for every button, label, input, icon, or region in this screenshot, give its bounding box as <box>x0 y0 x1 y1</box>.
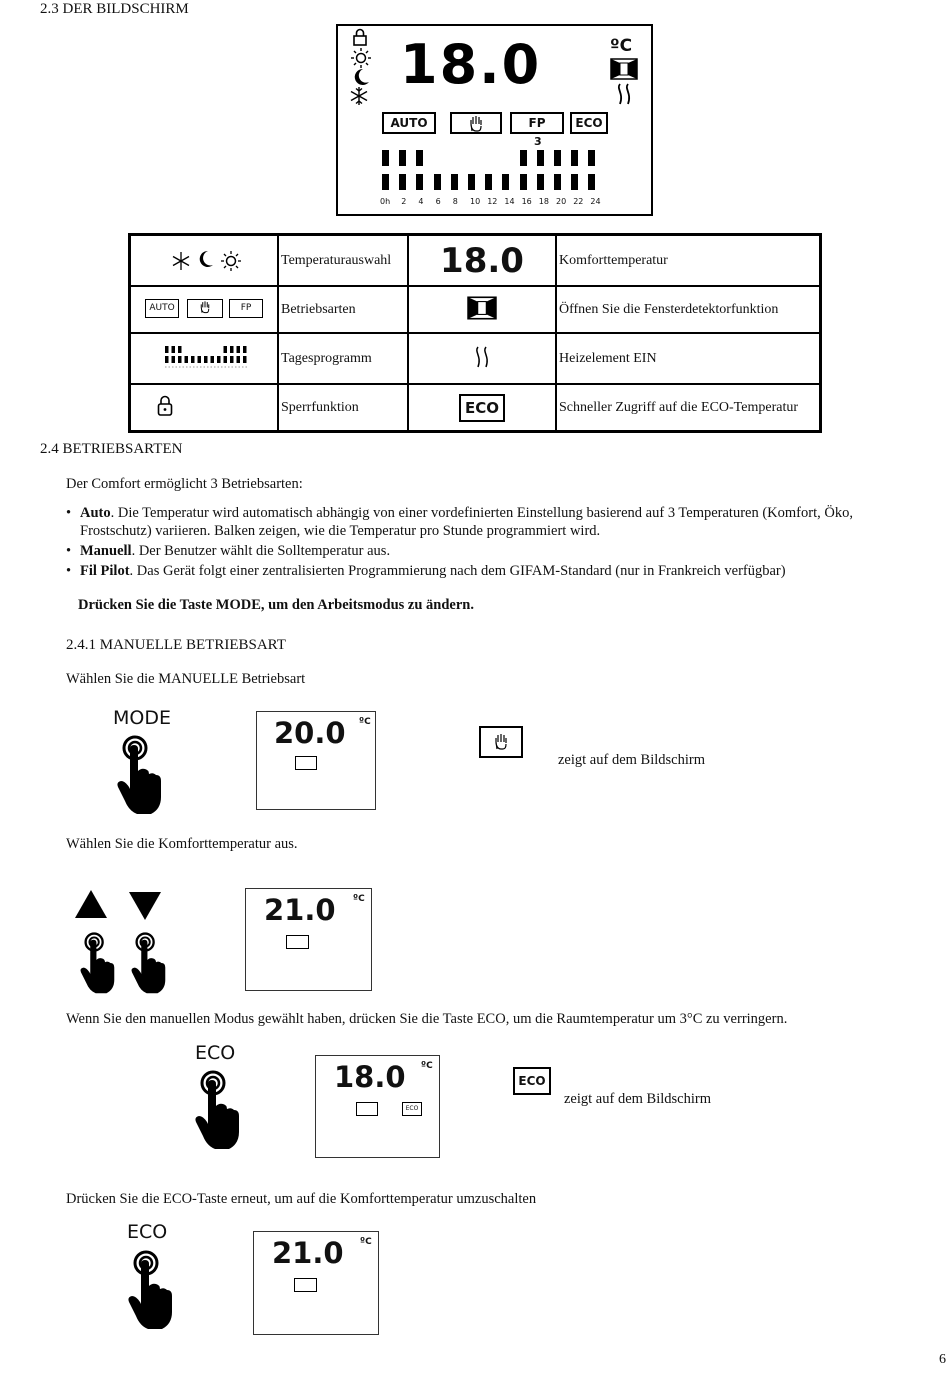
thermostat-display <box>336 24 653 216</box>
legend-table <box>128 233 822 433</box>
program-bar <box>485 174 492 190</box>
legend-icon-cell <box>408 333 556 384</box>
mini-unit: ºC <box>353 894 365 904</box>
section-heading-2-4-1: 2.4.1 MANUELLE BETRIEBSART <box>66 637 286 653</box>
program-bar <box>243 356 247 363</box>
lock-icon <box>157 395 173 417</box>
moon-icon <box>350 68 370 86</box>
program-bar <box>211 356 215 363</box>
step-text: Drücken Sie die ECO-Taste erneut, um auf die Komforttemperatur umzuschalten <box>66 1191 537 1207</box>
section-intro: Der Comfort ermöglicht 3 Betriebsarten: <box>66 476 303 492</box>
program-bar <box>230 346 234 353</box>
program-bar <box>185 356 189 363</box>
section-heading-2-3: 2.3 DER BILDSCHIRM <box>40 1 189 17</box>
hour-tick-label: 22 <box>573 197 584 206</box>
program-bar <box>178 356 182 363</box>
eco-indicator-icon: ECO <box>513 1067 551 1095</box>
lock-icon <box>352 28 368 46</box>
mini-hand-indicator <box>294 1278 317 1292</box>
hour-tick-label: 20 <box>556 197 567 206</box>
hour-tick-label: 0h <box>380 197 391 206</box>
program-bar <box>191 356 195 363</box>
hand-icon <box>187 299 223 318</box>
program-bar <box>217 356 221 363</box>
program-bar <box>520 174 527 190</box>
arrow-down-icon <box>128 891 162 921</box>
legend-icon-cell <box>408 286 556 333</box>
step-text: Wählen Sie die MANUELLE Betriebsart <box>66 671 306 687</box>
legend-label: Heizelement EIN <box>556 333 821 384</box>
finger-press-icon <box>115 735 165 815</box>
temperature-readout: 18.0 <box>400 33 542 96</box>
program-bar <box>468 174 475 190</box>
program-bar <box>588 150 595 166</box>
program-bar <box>230 356 234 363</box>
legend-label: Sperrfunktion <box>278 384 408 432</box>
program-bar <box>416 174 423 190</box>
program-bar <box>237 346 241 353</box>
page-number: 6 <box>939 1352 946 1367</box>
mini-display <box>315 1055 440 1158</box>
window-open-icon <box>610 58 638 80</box>
program-bar <box>554 174 561 190</box>
mini-temperature: 20.0 <box>274 716 346 750</box>
mode-auto-indicator: AUTO <box>382 112 436 134</box>
section-heading-2-4: 2.4 BETRIEBSARTEN <box>40 441 183 457</box>
program-bar <box>243 346 247 353</box>
mini-hand-indicator <box>286 935 309 949</box>
finger-press-icon <box>193 1070 243 1150</box>
temperature-selection-icon <box>131 236 277 281</box>
hour-tick-label: 8 <box>452 197 458 206</box>
eco-button-label: ECO <box>195 1042 236 1064</box>
finger-press-icon <box>128 932 170 994</box>
program-bar <box>399 174 406 190</box>
program-bar <box>416 150 423 166</box>
program-bar <box>537 150 544 166</box>
mini-hand-indicator <box>356 1102 378 1116</box>
legend-label: Betriebsarten <box>278 286 408 333</box>
mode-manual-indicator <box>450 112 502 134</box>
list-term: Auto <box>80 505 111 521</box>
legend-label: Komforttemperatur <box>556 235 821 287</box>
legend-icon-cell <box>130 333 279 384</box>
list-term: Manuell <box>80 543 132 559</box>
mini-eco-indicator: ECO <box>402 1102 422 1116</box>
hour-tick-label: 24 <box>590 197 601 206</box>
program-bar <box>588 174 595 190</box>
program-bar <box>224 346 228 353</box>
hour-tick-label: 10 <box>470 197 481 206</box>
hour-tick-label: 14 <box>504 197 515 206</box>
program-bar <box>434 174 441 190</box>
legend-icon-cell <box>130 235 279 287</box>
program-bar <box>172 346 176 353</box>
finger-press-icon <box>77 932 119 994</box>
hand-icon <box>468 115 484 132</box>
mode-note: Drücken Sie die Taste MODE, um den Arbeitsmodus zu ändern. <box>78 597 474 613</box>
shows-on-screen-text: zeigt auf dem Bildschirm <box>558 752 705 768</box>
program-bar <box>451 174 458 190</box>
program-bar <box>172 356 176 363</box>
legend-label: Tagesprogramm <box>278 333 408 384</box>
list-item <box>66 504 950 540</box>
mini-unit: ºC <box>360 1237 372 1247</box>
program-bar <box>537 174 544 190</box>
unit-label: ºC <box>610 36 633 56</box>
eco-button-label: ECO <box>127 1221 168 1243</box>
list-item <box>66 542 950 560</box>
program-bar <box>204 356 208 363</box>
program-bar <box>237 356 241 363</box>
list-term: Fil Pilot <box>80 563 130 579</box>
mini-temperature: 21.0 <box>264 893 336 927</box>
legend-label: Schneller Zugriff auf die ECO-Temperatur <box>556 384 821 432</box>
heating-icon <box>472 343 492 371</box>
program-bar <box>382 174 389 190</box>
program-bar <box>554 150 561 166</box>
heating-icon <box>614 83 634 105</box>
mini-temperature: 21.0 <box>272 1236 344 1270</box>
step-text: Wählen Sie die Komforttemperatur aus. <box>66 836 298 852</box>
legend-icon-cell <box>130 384 279 432</box>
program-bar <box>198 356 202 363</box>
program-bar <box>571 150 578 166</box>
legend-icon-cell <box>408 235 556 287</box>
step-text: Wenn Sie den manuellen Modus gewählt haben, drücken Sie die Taste ECO, um die Raumtemperatur um 3°C zu verringern. <box>66 1011 788 1027</box>
mini-unit: ºC <box>421 1061 433 1071</box>
snowflake-icon <box>349 86 369 106</box>
auto-icon: AUTO <box>145 299 179 318</box>
mode-eco-indicator: ECO <box>570 112 608 134</box>
mode-list <box>66 504 950 580</box>
hour-tick-label: 16 <box>521 197 532 206</box>
list-text: Frostschutz) variieren. Balken zeigen, wie die Temperatur pro Stunde programmiert wird. <box>80 523 601 539</box>
list-text: . Der Benutzer wählt die Solltemperatur aus. <box>131 543 391 559</box>
program-bar <box>224 356 228 363</box>
program-bar <box>178 346 182 353</box>
legend-label: Temperaturauswahl <box>278 235 408 287</box>
fp-icon: FP <box>229 299 263 318</box>
mini-temperature: 18.0 <box>334 1060 406 1094</box>
program-bar <box>165 346 169 353</box>
legend-icon-cell <box>130 286 279 333</box>
program-bar <box>520 150 527 166</box>
list-text: . Die Temperatur wird automatisch abhängig von einer vordefinierten Einstellung basierend auf 3 Temperaturen (Komfort, Öko, <box>110 505 853 521</box>
mode-fp-indicator: FP <box>510 112 564 134</box>
mode-button-label: MODE <box>113 707 171 729</box>
mini-display <box>253 1231 379 1335</box>
program-bar <box>165 356 169 363</box>
program-marker: 3 <box>534 135 542 148</box>
program-bar <box>382 150 389 166</box>
program-bar <box>502 174 509 190</box>
list-text: . Das Gerät folgt einer zentralisierten Programmierung nach dem GIFAM-Standard (nur in Frankreich verfügbar) <box>129 563 786 579</box>
hour-tick-label: 18 <box>538 197 549 206</box>
mini-unit: ºC <box>359 717 371 727</box>
legend-icon-cell <box>408 384 556 432</box>
day-program-icon <box>131 334 277 379</box>
hour-tick-label: 6 <box>435 197 441 206</box>
shows-on-screen-text: zeigt auf dem Bildschirm <box>564 1091 711 1107</box>
program-bar <box>399 150 406 166</box>
legend-label: Öffnen Sie die Fensterdetektorfunktion <box>556 286 821 333</box>
hour-tick-label: 2 <box>401 197 407 206</box>
list-item <box>66 562 950 580</box>
window-open-icon <box>467 295 497 321</box>
mini-hand-indicator <box>295 756 317 770</box>
hour-tick-label: 4 <box>418 197 424 206</box>
mini-display <box>245 888 372 991</box>
arrow-up-icon <box>74 889 108 919</box>
hour-tick-label: 12 <box>487 197 498 206</box>
hand-indicator-icon <box>479 726 523 758</box>
eco-icon: ECO <box>459 394 505 422</box>
mini-display <box>256 711 376 810</box>
sun-icon <box>350 48 372 68</box>
finger-press-icon <box>126 1250 176 1330</box>
program-bar <box>571 174 578 190</box>
comfort-temp-icon: 18.0 <box>440 240 524 281</box>
